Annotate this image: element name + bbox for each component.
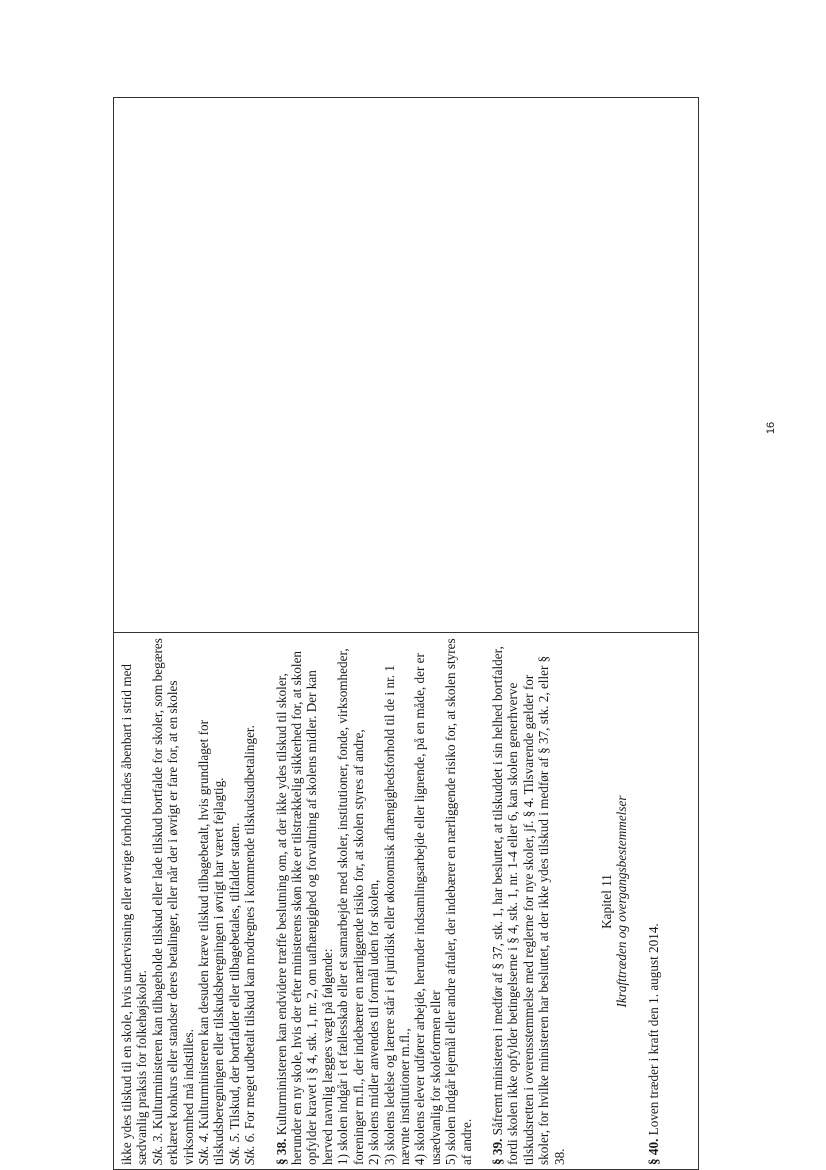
section-38-item-5: 5) skolen indgår lejemål eller andre aftaler, der indebærer en nærliggende risiko for, at skolen styres af andre. xyxy=(443,638,474,1165)
page-number: 16 xyxy=(765,421,777,435)
section-38-item-3: 3) skolens ledelse og lærere står i et juridisk eller økonomisk afhængighedsforhold til de i nr. 1 nævnte institutioner m.fl., xyxy=(381,665,412,1165)
right-column-empty xyxy=(113,99,699,632)
stk-3-paragraph: Stk. 3. Kulturministeren kan tilbageholde tilskud eller lade tilskud bortfalde for skoler, som begæres erklæret konkurs eller standser deres betalinger, eller når der i øvrigt er fare for, at en skoles virksomhed må indstilles. xyxy=(149,638,196,1165)
continued-paragraph: ikke ydes tilskud til en skole, hvis undervisning eller øvrige forhold findes åbenbart i strid med sædvanlig praksis for folkehøjskoler. xyxy=(119,663,150,1165)
stk-5-paragraph: Stk. 5. Tilskud, der bortfalder eller tilbagebetales, tilfalder staten. xyxy=(226,822,242,1165)
stk-4-paragraph: Stk. 4. Kulturministeren kan desuden kræve tilskud tilbagebetalt, hvis grundlaget for tilskudsberegningen eller tilskudsberegningen i øvrigt har været fejlagtig. xyxy=(196,720,227,1165)
section-38-item-1: 1) skolen indgår i et fællesskab eller et samarbejde med skoler, institutioner, fonde, virksomheder, foreninger m.fl., der indebærer en nærliggende risiko for, at skolen styres af andre, xyxy=(335,648,366,1165)
section-38-item-4: 4) skolens elever udfører arbejde, herunder indsamlingsarbejde eller lignende, på en måde, der er usædvanlig for skoleformen eller xyxy=(412,653,443,1165)
section-38-paragraph: § 38. Kulturministeren kan endvidere træffe beslutning om, at der ikke ydes tilskud til skoler, herunder en ny skole, hvis der efter ministerens skøn ikke er tilstrækkelig sikkerhed for, at skolen opfylder kravet i § 4, stk. 1, nr. 2, om uafhængighed og forvaltning af skolens midler. Der kan herved navnlig lægges vægt på følgende: xyxy=(273,650,335,1165)
chapter-subtitle: Ikrafttræden og overgangsbestemmelser xyxy=(614,795,630,1008)
rotated-document-table xyxy=(113,97,699,1170)
stk-6-paragraph: Stk. 6. For meget udbetalt tilskud kan modregnes i kommende tilskudsudbetalinger. xyxy=(242,725,258,1165)
section-40-paragraph: § 40. Loven træder i kraft den 1. august 2014. xyxy=(645,923,661,1165)
section-38-item-2: 2) skolens midler anvendes til formål uden for skolen, xyxy=(366,879,382,1165)
chapter-title: Kapitel 11 xyxy=(598,874,614,929)
section-39-paragraph: § 39. Såfremt ministeren i medfør af § 37, stk. 1, har besluttet, at tilskuddet i sin helhed bortfalder, fordi skolen ikke opfylder betingelserne i § 4, stk. 1, nr. 1-4 eller 6, kan skolen generhverve tilskudsretten i overensstemmelse med reglerne for nye skoler, jf. § 4. Tilsvarende gælder for skoler, for hvilke ministeren har besluttet, at der ikke ydes tilskud i medfør af § 37, stk. 2, eller § 38. xyxy=(489,646,567,1165)
left-column xyxy=(113,634,699,1170)
column-divider xyxy=(113,632,699,633)
